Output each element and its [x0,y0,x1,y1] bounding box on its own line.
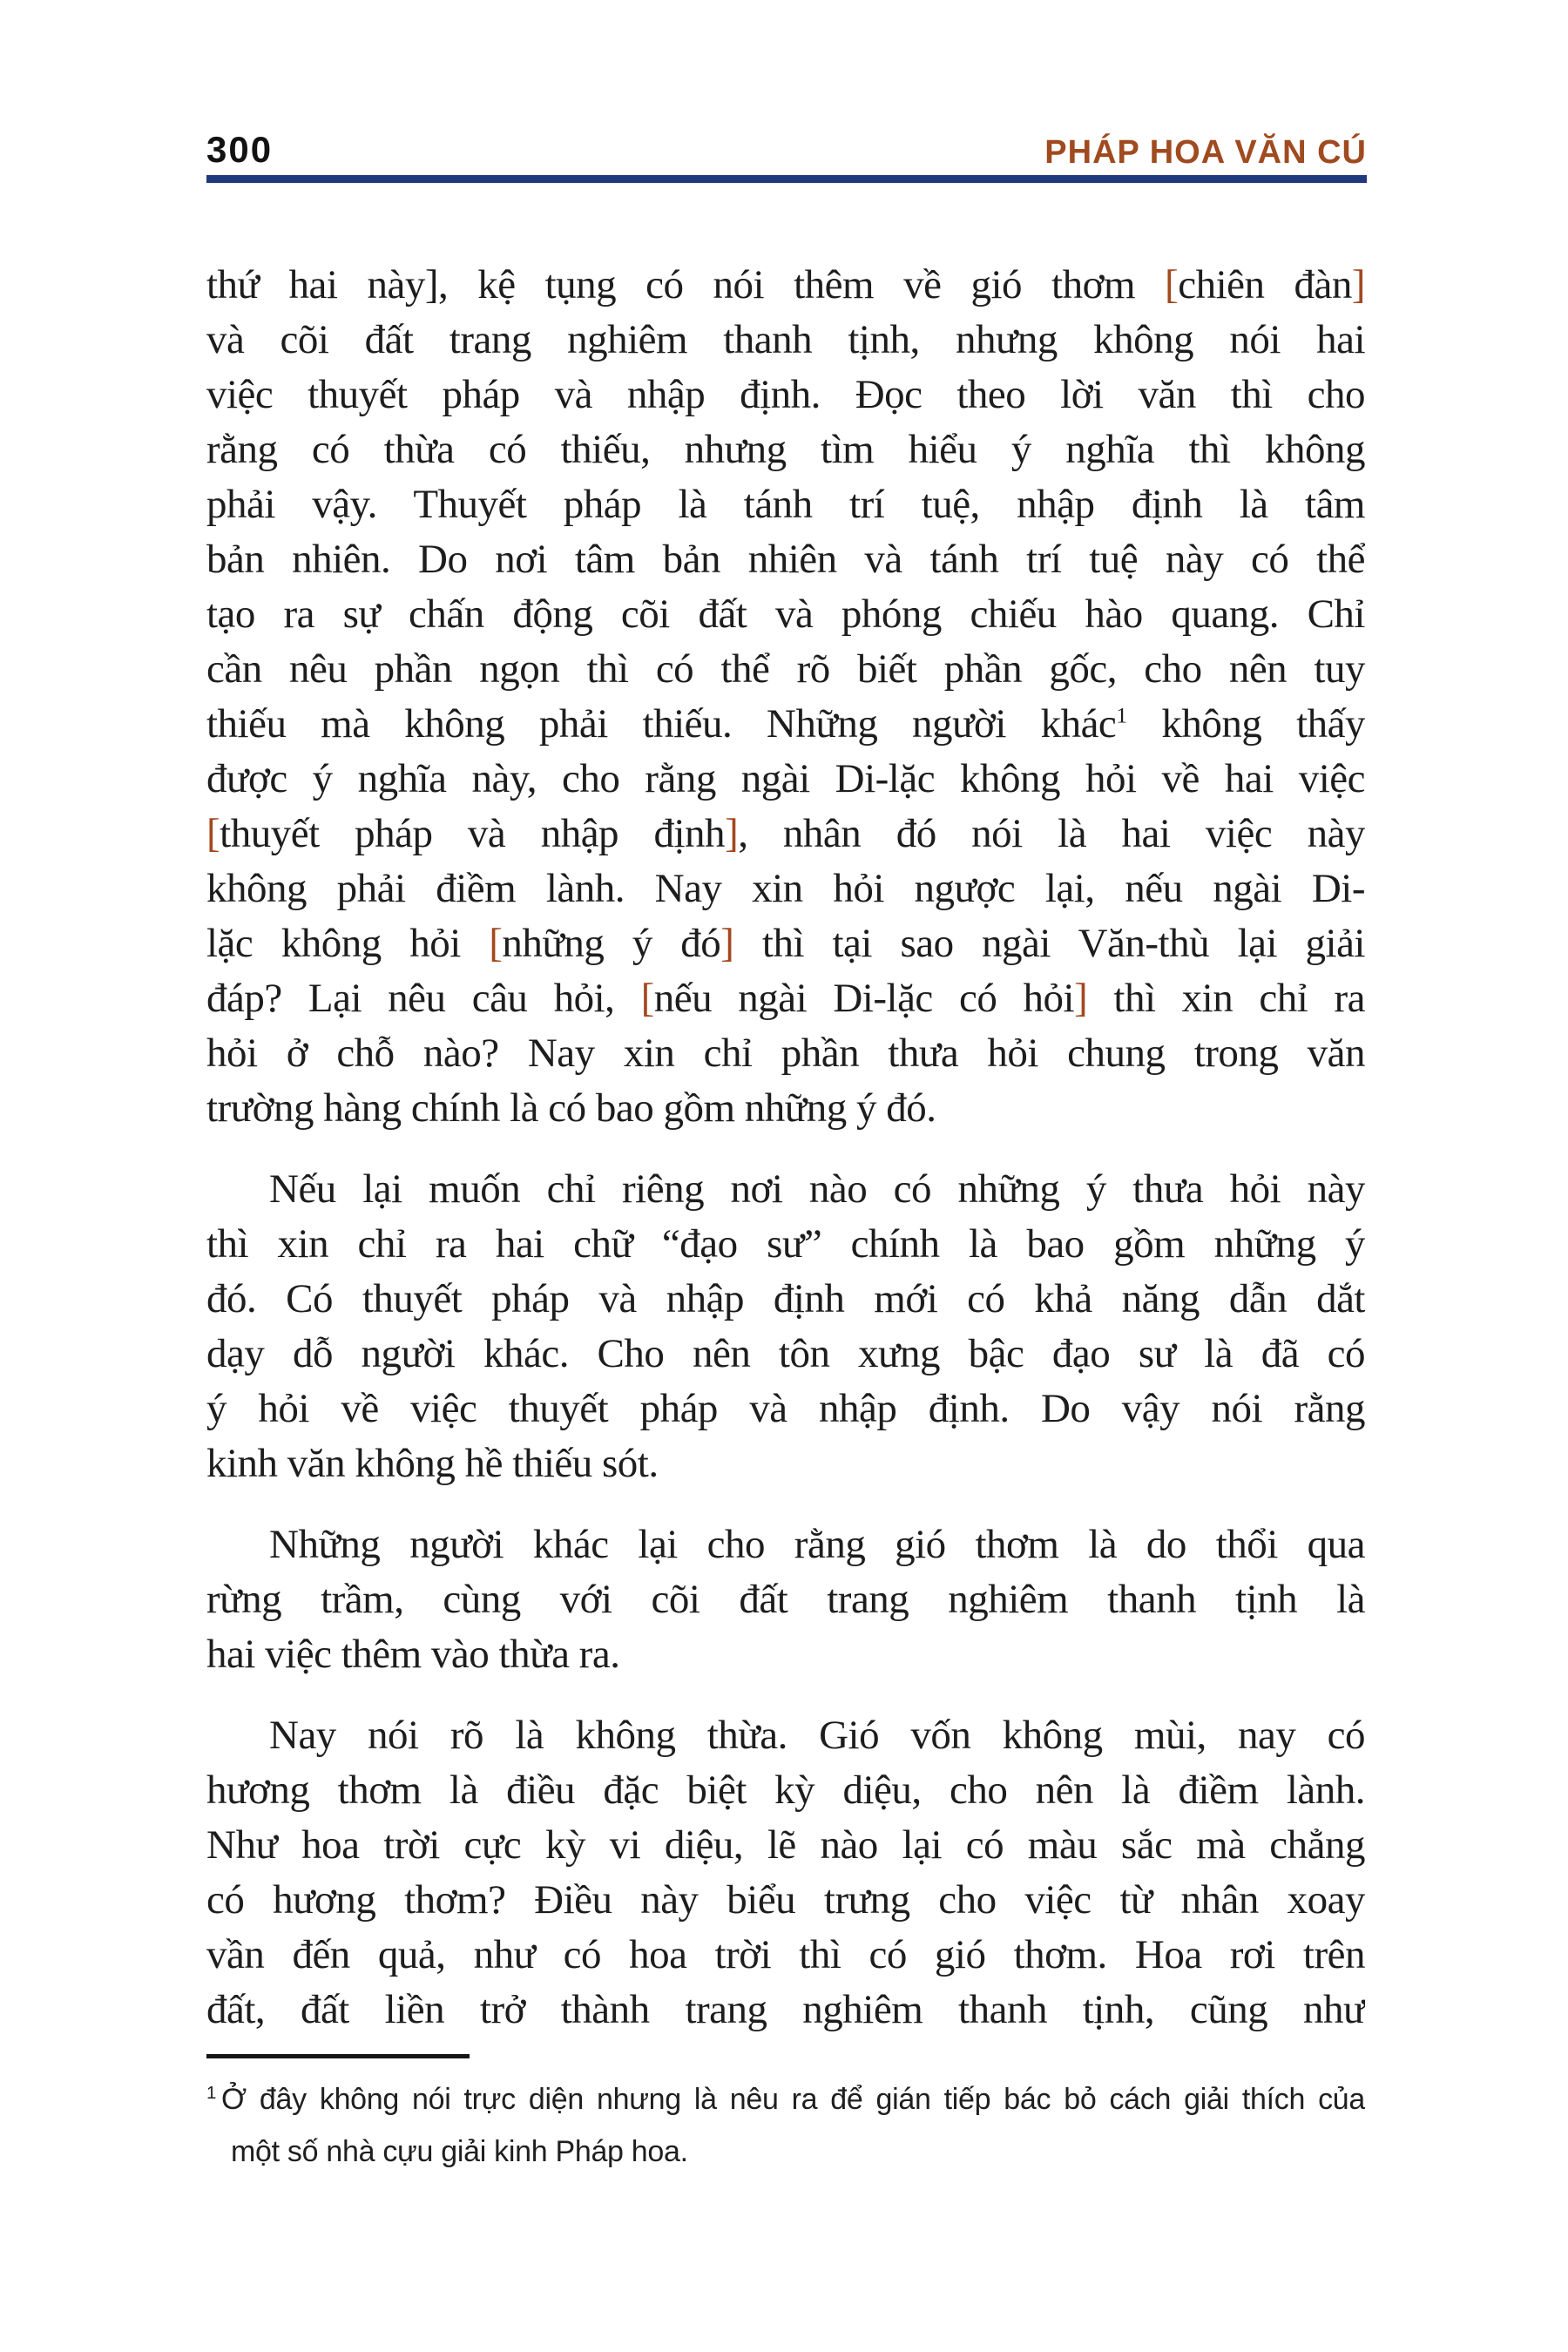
footnote-text: một số nhà cựu giải kinh Pháp hoa. [231,2135,688,2168]
text-line [206,1162,1365,1217]
text-segment: rừng trầm, cùng với cõi đất trang nghiêm thanh tịnh là [206,1577,1365,1622]
footnote-separator [206,2054,470,2058]
text-segment: Những người khác lại cho rằng gió thơm là do thổi qua [269,1522,1365,1567]
red-bracket: [ [640,976,654,1021]
text-segment: trường hàng chính là có bao gồm những ý đó. [206,1085,936,1131]
body-paragraph [206,1162,1365,1491]
text-line [206,1436,1365,1491]
text-line [206,258,1365,313]
footnote-line [206,2126,1365,2178]
text-segment: lặc không hỏi [206,921,490,966]
red-bracket: ] [725,811,739,856]
text-segment: không phải điềm lành. Nay xin hỏi ngược lại, nếu ngài Di- [206,866,1365,911]
text-segment: có hương thơm? Điều này biểu trưng cho việc từ nhân xoay [206,1877,1365,1923]
text-line [206,1708,1365,1763]
page-number: 300 [206,129,274,170]
text-segment: tạo ra sự chấn động cõi đất và phóng chiếu hào quang. Chỉ [206,591,1365,637]
red-bracket: ] [720,921,734,966]
text-line [206,807,1365,862]
text-segment: hỏi ở chỗ nào? Nay xin chỉ phần thưa hỏi chung trong văn [206,1031,1365,1076]
text-segment: không thấy [1126,701,1365,747]
text-segment: chiên đàn [1178,262,1352,308]
footnote-marker: 1 [206,2083,217,2103]
text-segment: bản nhiên. Do nơi tâm bản nhiên và tánh trí tuệ này có thể [206,537,1365,582]
text-segment: việc thuyết pháp và nhập định. Đọc theo lời văn thì cho [206,372,1365,417]
text-segment: thiếu mà không phải thiếu. Những người khác [206,701,1117,747]
text-segment: được ý nghĩa này, cho rằng ngài Di-lặc không hỏi về hai việc [206,756,1365,801]
red-bracket: [ [206,811,220,856]
text-segment: rằng có thừa có thiếu, nhưng tìm hiểu ý nghĩa thì không [206,427,1365,472]
text-line [206,1026,1365,1081]
header-rule [206,175,1367,183]
text-segment: đáp? Lại nêu câu hỏi, [206,976,641,1021]
text-line [206,422,1365,477]
text-segment: hương thơm là điều đặc biệt kỳ diệu, cho nên là điềm lành. [206,1767,1365,1813]
text-segment: thì xin chỉ ra hai chữ “đạo sư” chính là bao gồm những ý [206,1221,1365,1267]
text-segment: dạy dỗ người khác. Cho nên tôn xưng bậc đạo sư là đã có [206,1331,1365,1376]
text-segment: vần đến quả, như có hoa trời thì có gió thơm. Hoa rơi trên [206,1932,1365,1977]
text-line [206,971,1365,1026]
footnote-text: Ở đây không nói trực diện nhưng là nêu ra để gián tiếp bác bỏ cách giải thích của [221,2083,1365,2116]
text-line [206,477,1365,532]
text-segment: những ý đó [502,921,721,966]
text-line [206,1983,1365,2038]
text-line [206,697,1365,752]
body-text [206,258,1365,2064]
text-line [206,1517,1365,1572]
text-line [206,916,1365,971]
footnote-line [206,2073,1365,2126]
text-line [206,1217,1365,1272]
text-line [206,1627,1365,1682]
red-bracket: ] [1351,262,1365,308]
running-title: PHÁP HOA VĂN CÚ [1044,134,1367,171]
text-line [206,1928,1365,1983]
text-segment: đó. Có thuyết pháp và nhập định mới có khả năng dẫn dắt [206,1276,1365,1321]
red-bracket: [ [489,921,503,966]
text-line [206,313,1365,368]
footnote [206,2073,1365,2178]
text-line [206,587,1365,642]
text-line [206,1081,1365,1136]
text-line [206,532,1365,587]
text-segment: thì tại sao ngài Văn-thù lại giải [733,921,1365,966]
text-line [206,1382,1365,1436]
text-segment: Nay nói rõ là không thừa. Gió vốn không mùi, nay có [269,1713,1365,1758]
text-segment: và cõi đất trang nghiêm thanh tịnh, nhưng không nói hai [206,317,1365,362]
text-segment: thì xin chỉ ra [1087,976,1365,1021]
text-line [206,368,1365,422]
text-segment: , nhân đó nói là hai việc này [738,811,1365,856]
text-line [206,1272,1365,1327]
text-segment: thứ hai này], kệ tụng có nói thêm về gió thơm [206,262,1166,308]
text-line [206,1873,1365,1928]
text-segment: hai việc thêm vào thừa ra. [206,1632,620,1677]
text-segment: đất, đất liền trở thành trang nghiêm thanh tịnh, cũng như [206,1987,1365,2032]
text-line [206,752,1365,807]
text-line [206,1818,1365,1873]
text-line [206,642,1365,697]
text-segment: nếu ngài Di-lặc có hỏi [653,976,1075,1021]
red-bracket: ] [1074,976,1088,1021]
text-segment: thuyết pháp và nhập định [220,811,726,856]
text-line [206,862,1365,916]
text-line [206,1763,1365,1818]
text-segment: Nếu lại muốn chỉ riêng nơi nào có những ý thưa hỏi này [269,1166,1365,1212]
text-segment: ý hỏi về việc thuyết pháp và nhập định. Do vậy nói rằng [206,1386,1365,1431]
text-segment: cần nêu phần ngọn thì có thể rõ biết phần gốc, cho nên tuy [206,646,1365,692]
text-segment: Như hoa trời cực kỳ vi diệu, lẽ nào lại có màu sắc mà chẳng [206,1822,1365,1868]
text-line [206,1327,1365,1382]
text-segment: kinh văn không hề thiếu sót. [206,1441,659,1486]
body-paragraph [206,1517,1365,1682]
text-line [206,1572,1365,1627]
footnote-ref: 1 [1116,702,1127,728]
body-paragraph [206,1708,1365,2038]
red-bracket: [ [1165,262,1179,308]
text-segment: phải vậy. Thuyết pháp là tánh trí tuệ, nhập định là tâm [206,482,1365,527]
body-paragraph [206,258,1365,1136]
